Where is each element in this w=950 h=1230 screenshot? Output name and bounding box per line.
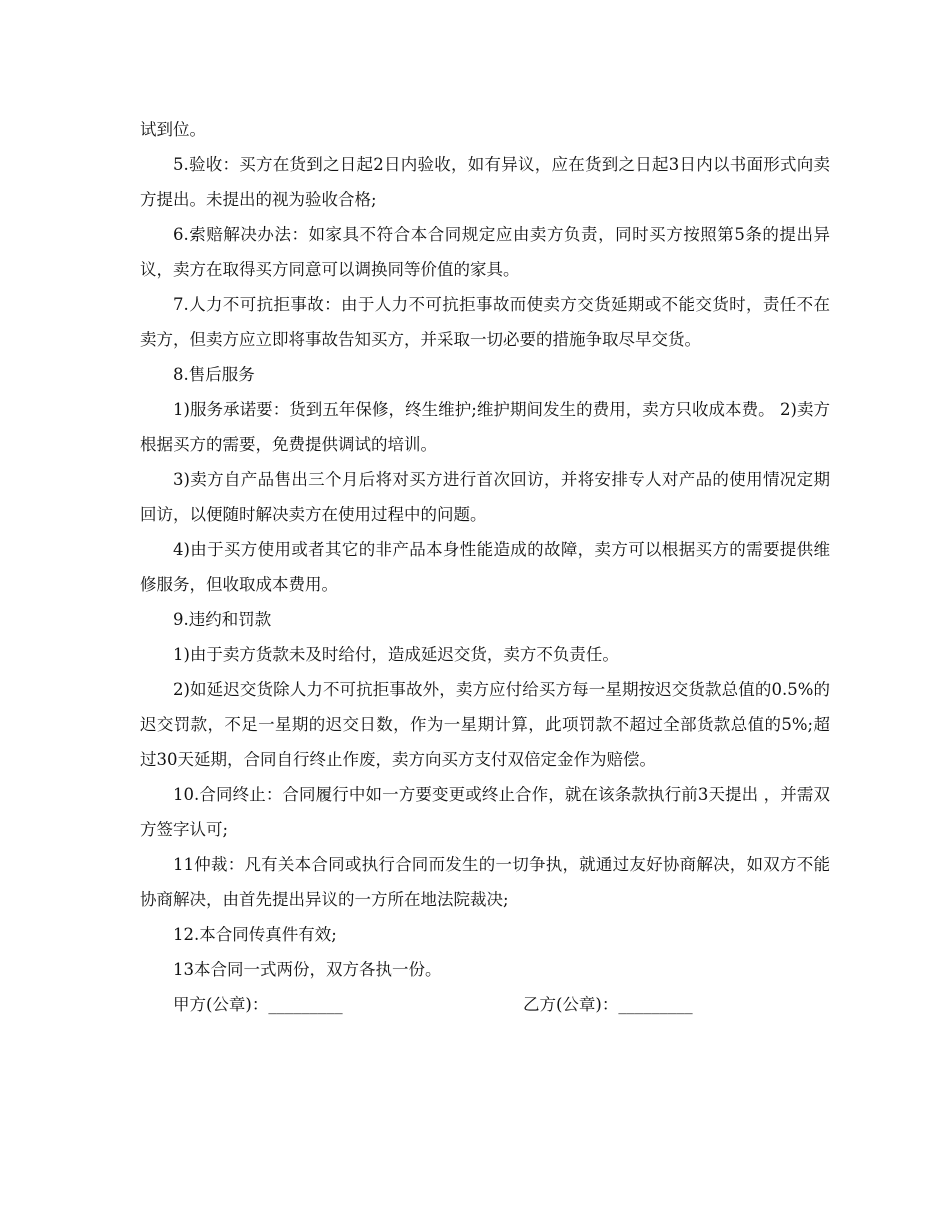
clause-13-copies: 13本合同一式两份，双方各执一份。 xyxy=(173,960,442,979)
contract-body xyxy=(140,112,830,1022)
signature-row xyxy=(173,987,830,1022)
party-b-signature: 乙方(公章)：_________ xyxy=(523,995,693,1014)
clause-5-acceptance: 5.验收：买方在货到之日起2日内验收，如有异议，应在货到之日起3日内以书面形式向卖方提出。未提出的视为验收合格; xyxy=(140,155,830,209)
clause-7-force-majeure: 7.人力不可抗拒事故：由于人力不可抗拒事故而使卖方交货延期或不能交货时，责任不在卖方，但卖方应立即将事故告知买方，并采取一切必要的措施争取尽早交货。 xyxy=(140,295,830,349)
clause-9-item-1: 1)由于卖方货款未及时给付，造成延迟交货，卖方不负责任。 xyxy=(173,645,619,664)
clause-8-item-3: 3)卖方自产品售出三个月后将对买方进行首次回访，并将安排专人对产品的使用情况定期回访，以便随时解决卖方在使用过程中的问题。 xyxy=(140,470,830,524)
clause-11-arbitration: 11仲裁：凡有关本合同或执行合同而发生的一切争执，就通过友好协商解决，如双方不能协商解决，由首先提出异议的一方所在地法院裁决; xyxy=(140,855,830,909)
clause-12-fax: 12.本合同传真件有效; xyxy=(173,925,337,944)
party-a-signature: 甲方(公章)：_________ xyxy=(173,995,343,1014)
clause-9-item-2: 2)如延迟交货除人力不可抗拒事故外，卖方应付给买方每一星期按迟交货款总值的0.5%的迟交罚款，不足一星期的迟交日数，作为一星期计算，此项罚款不超过全部货款总值的5%;超过30天延期，合同自行终止作废，卖方向买方支付双倍定金作为赔偿。 xyxy=(140,680,830,769)
clause-8-item-4: 4)由于买方使用或者其它的非产品本身性能造成的故障，卖方可以根据买方的需要提供维修服务，但收取成本费用。 xyxy=(140,540,830,594)
paragraph-0: 试到位。 xyxy=(140,120,206,139)
clause-9-heading: 9.违约和罚款 xyxy=(173,610,272,629)
clause-8-heading: 8.售后服务 xyxy=(173,365,255,384)
clause-6-claims: 6.索赔解决办法：如家具不符合本合同规定应由卖方负责，同时买方按照第5条的提出异议，卖方在取得买方同意可以调换同等价值的家具。 xyxy=(140,225,830,279)
clause-8-item-1: 1)服务承诺要：货到五年保修，终生维护;维护期间发生的费用，卖方只收成本费。 2)卖方根据买方的需要，免费提供调试的培训。 xyxy=(140,400,830,454)
clause-10-termination: 10.合同终止：合同履行中如一方要变更或终止合作，就在该条款执行前3天提出 ，并需双方签字认可; xyxy=(140,785,830,839)
